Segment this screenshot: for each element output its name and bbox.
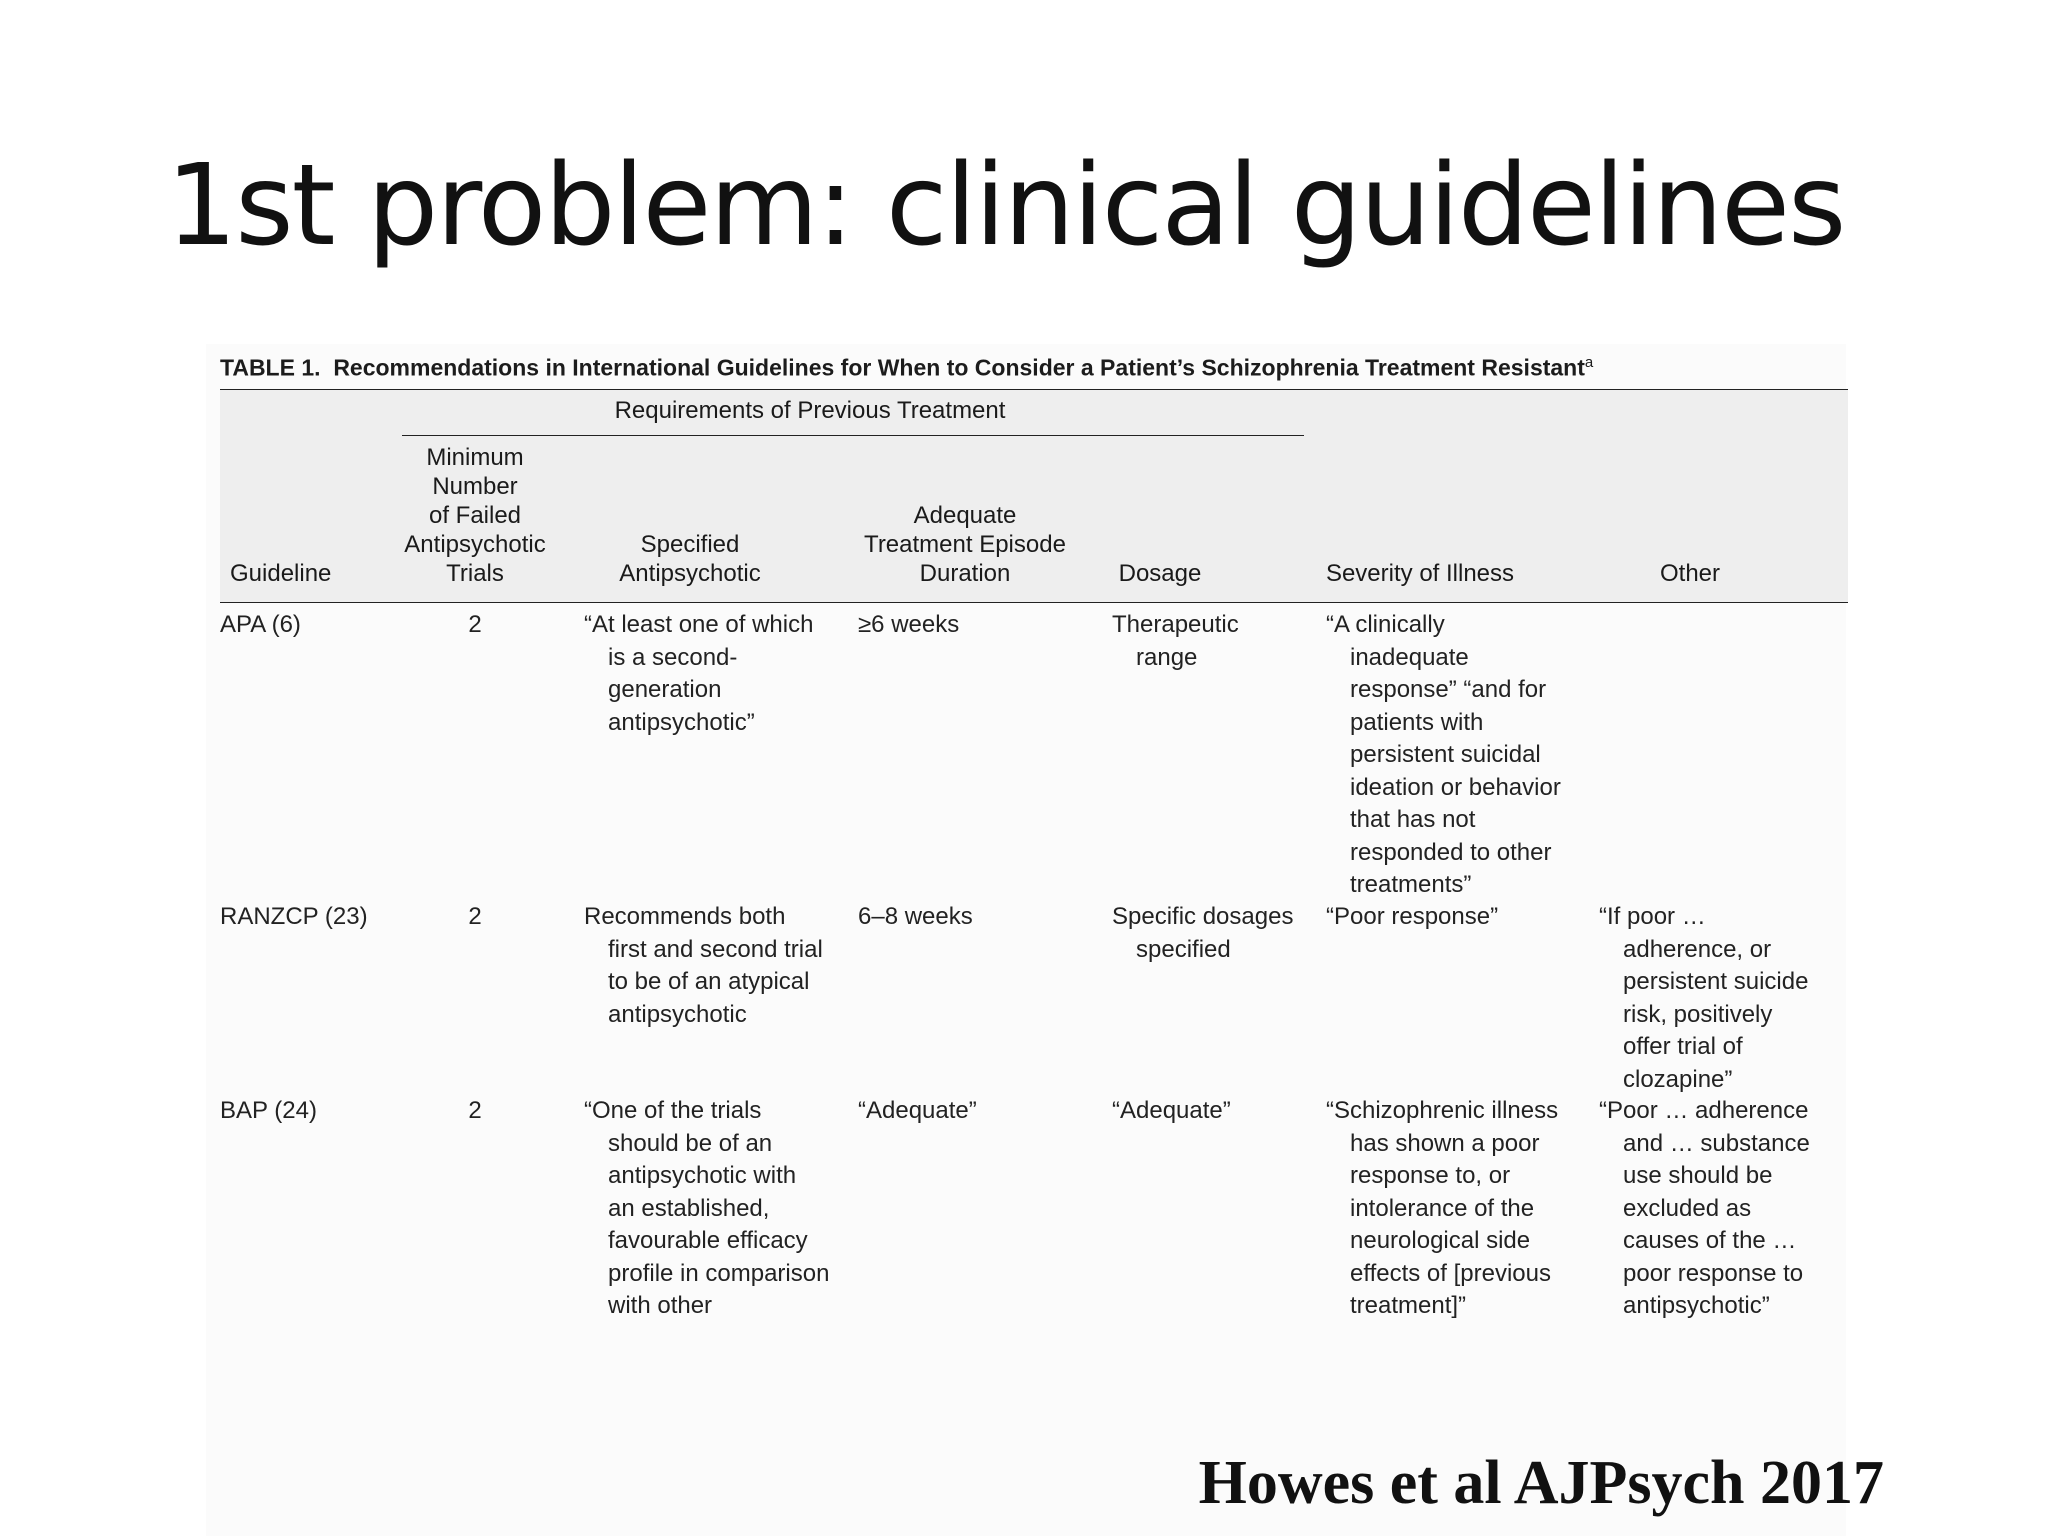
table-header — [220, 389, 1848, 603]
header-min-trials: Minimum Number of Failed Antipsychotic Trials — [404, 444, 546, 587]
cell-line: “If poor … — [1599, 903, 1706, 930]
group-header-rule — [402, 435, 1304, 436]
cell-line: “Adequate” — [858, 1097, 977, 1124]
cell-line: adherence, or — [1623, 935, 1772, 963]
cell-line: APA (6) — [220, 611, 301, 638]
table-caption — [220, 354, 1593, 382]
cell-line: Specific dosages — [1112, 903, 1294, 930]
cell-line: is a second- — [608, 643, 738, 671]
cell-line: “A clinically — [1326, 611, 1445, 638]
cell-guideline — [220, 609, 360, 642]
cell-line: “One of the trials — [584, 1097, 762, 1124]
cell-line: excluded as — [1623, 1194, 1752, 1222]
cell-line: antipsychotic” — [1623, 1292, 1770, 1319]
cell-line: use should be — [1623, 1162, 1773, 1189]
cell-specified — [584, 609, 844, 739]
cell-line: an established, — [608, 1194, 770, 1222]
cell-guideline — [220, 1095, 360, 1128]
cell-line: response to, or — [1350, 1162, 1511, 1189]
cell-line: responded to other — [1350, 838, 1552, 866]
table-caption-text: Recommendations in International Guidelines for When to Consider a Patient’s Schizophrenia Treatment Resistant — [333, 354, 1585, 381]
cell-line: neurological side — [1350, 1227, 1531, 1254]
cell-line: that has not — [1350, 806, 1476, 833]
cell-line: poor response to — [1623, 1259, 1804, 1287]
cell-line: Recommends both — [584, 903, 786, 930]
cell-severity — [1326, 1095, 1586, 1323]
cell-line: risk, positively — [1623, 1000, 1773, 1028]
header-severity: Severity of Illness — [1325, 560, 1515, 587]
cell-line: to be of an atypical — [608, 968, 810, 995]
slide-title: 1st problem: clinical guidelines — [166, 141, 1845, 271]
header-other: Other — [1659, 560, 1721, 587]
cell-line: Therapeutic — [1112, 611, 1239, 638]
cell-line: 2 — [468, 903, 482, 930]
cell-duration — [858, 901, 1078, 934]
header-duration: Adequate Treatment Episode Duration — [864, 502, 1066, 587]
cell-line: 2 — [468, 611, 482, 638]
citation: Howes et al AJPsych 2017 — [1198, 1449, 1884, 1517]
cell-min-trials — [390, 1095, 560, 1128]
cell-severity — [1326, 609, 1586, 902]
cell-line: ≥6 weeks — [858, 611, 960, 638]
cell-specified — [584, 1095, 844, 1323]
cell-min-trials — [390, 609, 560, 642]
cell-guideline — [220, 901, 368, 934]
guidelines-table — [206, 344, 1846, 1536]
cell-dosage — [1112, 609, 1332, 674]
cell-line: “Poor … adherence — [1599, 1097, 1809, 1124]
cell-line: persistent suicidal — [1350, 741, 1541, 768]
cell-line: with other — [608, 1292, 713, 1319]
cell-line: generation — [608, 676, 722, 703]
cell-line: first and second trial — [608, 935, 823, 963]
group-header: Requirements of Previous Treatment — [614, 397, 1006, 424]
cell-line: antipsychotic with — [608, 1162, 797, 1189]
cell-specified — [584, 901, 844, 1031]
cell-line: “At least one of which — [584, 611, 814, 638]
cell-line: has shown a poor — [1350, 1129, 1540, 1157]
cell-line: response” “and for — [1350, 676, 1547, 703]
cell-min-trials — [390, 901, 560, 934]
cell-line: 2 — [468, 1097, 482, 1124]
cell-line: inadequate — [1350, 643, 1469, 671]
cell-line: profile in comparison — [608, 1259, 830, 1287]
cell-line: specified — [1136, 935, 1231, 963]
header-guideline: Guideline — [230, 560, 332, 587]
cell-line: ideation or behavior — [1350, 773, 1561, 801]
cell-line: BAP (24) — [220, 1097, 317, 1124]
cell-line: favourable efficacy — [608, 1227, 808, 1254]
cell-line: clozapine” — [1623, 1065, 1733, 1093]
cell-line: causes of the … — [1623, 1227, 1797, 1254]
cell-line: antipsychotic” — [608, 708, 755, 736]
cell-line: treatment]” — [1350, 1292, 1467, 1319]
cell-line: and … substance — [1623, 1129, 1810, 1157]
table-caption-footnote: a — [1584, 354, 1594, 371]
cell-line: “Poor response” — [1326, 903, 1499, 930]
cell-severity — [1326, 901, 1586, 934]
cell-dosage — [1112, 901, 1332, 966]
cell-line: intolerance of the — [1350, 1194, 1535, 1222]
table-caption-label: TABLE 1. — [220, 354, 321, 381]
cell-other — [1599, 1095, 1839, 1323]
cell-line: “Schizophrenic illness — [1326, 1097, 1559, 1124]
cell-duration — [858, 1095, 1078, 1128]
cell-line: RANZCP (23) — [220, 903, 368, 930]
cell-line: antipsychotic — [608, 1000, 747, 1028]
cell-duration — [858, 609, 1078, 642]
cell-line: treatments” — [1350, 871, 1472, 898]
cell-dosage — [1112, 1095, 1332, 1128]
header-specified: Specified Antipsychotic — [619, 531, 761, 587]
cell-line: effects of [previous — [1350, 1259, 1551, 1287]
cell-other — [1599, 901, 1839, 1096]
cell-line: should be of an — [608, 1129, 773, 1157]
header-dosage: Dosage — [1118, 560, 1202, 587]
cell-line: 6–8 weeks — [858, 903, 973, 930]
cell-line: range — [1136, 643, 1198, 671]
cell-line: persistent suicide — [1623, 968, 1809, 995]
cell-line: offer trial of — [1623, 1033, 1743, 1060]
cell-line: “Adequate” — [1112, 1097, 1231, 1124]
cell-line: patients with — [1350, 708, 1484, 736]
